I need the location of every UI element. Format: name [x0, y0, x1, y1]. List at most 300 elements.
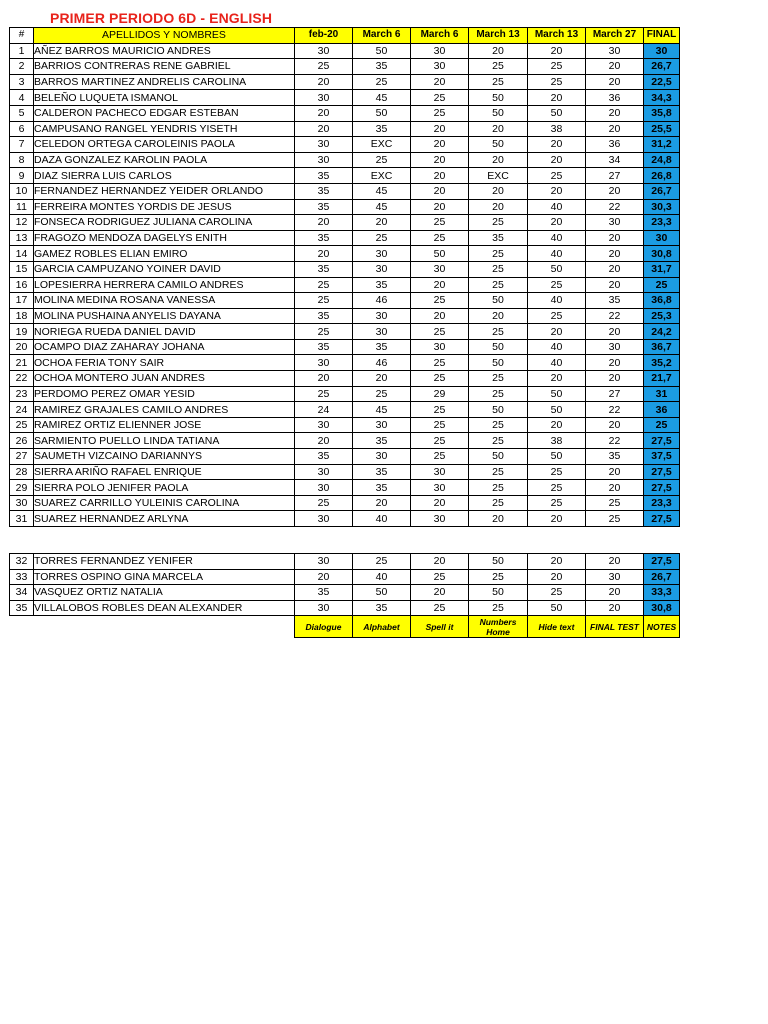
- grade-march-13-a: 50: [469, 355, 528, 371]
- grade-feb-20: 24: [295, 402, 353, 418]
- grade-march-6-b: 30: [411, 261, 469, 277]
- student-row: [10, 339, 680, 355]
- footer-blank: [10, 616, 34, 638]
- student-number: 25: [10, 417, 34, 433]
- grade-feb-20: 30: [295, 43, 353, 59]
- grade-feb-20: 30: [295, 464, 353, 480]
- student-row: [10, 554, 680, 570]
- student-number: 18: [10, 308, 34, 324]
- grade-march-13-a: 25: [469, 433, 528, 449]
- student-name: PERDOMO PEREZ OMAR YESID: [34, 386, 295, 402]
- grade-march-13-a: 50: [469, 105, 528, 121]
- student-row: [10, 183, 680, 199]
- student-row: [10, 495, 680, 511]
- grade-march-13-b: 50: [528, 449, 586, 465]
- header-number: #: [10, 28, 34, 44]
- student-row: [10, 293, 680, 309]
- student-number: 6: [10, 121, 34, 137]
- grade-march-27: 20: [586, 246, 644, 262]
- grade-march-6-a: 25: [353, 554, 411, 570]
- header-march-27: March 27: [586, 28, 644, 44]
- grade-march-27: 20: [586, 74, 644, 90]
- header-row: [10, 28, 680, 44]
- grade-march-27: 20: [586, 585, 644, 601]
- student-name: LOPESIERRA HERRERA CAMILO ANDRES: [34, 277, 295, 293]
- student-name: TORRES OSPINO GINA MARCELA: [34, 569, 295, 585]
- student-name: SUAREZ HERNANDEZ ARLYNA: [34, 511, 295, 527]
- grade-march-27: 22: [586, 199, 644, 215]
- student-name: MOLINA PUSHAINA ANYELIS DAYANA: [34, 308, 295, 324]
- grade-march-13-a: 25: [469, 480, 528, 496]
- grade-feb-20: 35: [295, 449, 353, 465]
- grade-march-13-b: 38: [528, 121, 586, 137]
- grade-march-6-a: 45: [353, 90, 411, 106]
- final-grade: 27,5: [644, 554, 680, 570]
- grade-march-27: 35: [586, 449, 644, 465]
- grade-march-13-a: 20: [469, 183, 528, 199]
- student-name: BARROS MARTINEZ ANDRELIS CAROLINA: [34, 74, 295, 90]
- grade-feb-20: 20: [295, 371, 353, 387]
- grade-feb-20: 25: [295, 386, 353, 402]
- grade-march-6-a: 45: [353, 199, 411, 215]
- grade-march-13-b: 20: [528, 152, 586, 168]
- grade-march-13-a: 50: [469, 137, 528, 153]
- grade-march-13-a: 25: [469, 215, 528, 231]
- footer-spell-it: Spell it: [411, 616, 469, 638]
- grade-march-27: 20: [586, 121, 644, 137]
- grade-feb-20: 20: [295, 246, 353, 262]
- final-grade: 23,3: [644, 495, 680, 511]
- student-number: 22: [10, 371, 34, 387]
- student-number: 11: [10, 199, 34, 215]
- student-name: CAMPUSANO RANGEL YENDRIS YISETH: [34, 121, 295, 137]
- grade-march-13-b: 40: [528, 339, 586, 355]
- grade-march-13-a: 20: [469, 511, 528, 527]
- grade-march-27: 20: [586, 230, 644, 246]
- student-name: RAMIREZ ORTIZ ELIENNER JOSE: [34, 417, 295, 433]
- grade-march-6-a: 40: [353, 569, 411, 585]
- student-number: 28: [10, 464, 34, 480]
- final-grade: 35,2: [644, 355, 680, 371]
- student-number: 27: [10, 449, 34, 465]
- grade-march-27: 30: [586, 43, 644, 59]
- grade-march-13-a: 25: [469, 600, 528, 616]
- grade-march-13-b: 20: [528, 324, 586, 340]
- footer-blank: [34, 616, 295, 638]
- grade-feb-20: 35: [295, 199, 353, 215]
- final-grade: 31: [644, 386, 680, 402]
- student-row: [10, 585, 680, 601]
- grade-march-6-b: 20: [411, 554, 469, 570]
- grade-march-27: 27: [586, 168, 644, 184]
- student-row: [10, 152, 680, 168]
- final-grade: 33,3: [644, 585, 680, 601]
- grade-march-13-b: 25: [528, 585, 586, 601]
- grade-feb-20: 35: [295, 261, 353, 277]
- footer-row: [10, 616, 680, 638]
- grade-march-13-a: 25: [469, 495, 528, 511]
- grade-march-13-a: 25: [469, 417, 528, 433]
- grade-march-13-b: 20: [528, 417, 586, 433]
- final-grade: 27,5: [644, 464, 680, 480]
- student-row: [10, 402, 680, 418]
- student-name: GARCIA CAMPUZANO YOINER DAVID: [34, 261, 295, 277]
- grade-march-6-a: 30: [353, 449, 411, 465]
- grade-march-27: 20: [586, 417, 644, 433]
- student-name: TORRES FERNANDEZ YENIFER: [34, 554, 295, 570]
- grade-feb-20: 25: [295, 59, 353, 75]
- grade-march-13-b: 20: [528, 183, 586, 199]
- grade-march-13-a: 20: [469, 121, 528, 137]
- grade-march-13-b: 25: [528, 464, 586, 480]
- grade-march-13-b: 25: [528, 308, 586, 324]
- student-number: 33: [10, 569, 34, 585]
- grade-march-13-b: 25: [528, 277, 586, 293]
- student-name: OCHOA FERIA TONY SAIR: [34, 355, 295, 371]
- grade-march-6-b: 20: [411, 152, 469, 168]
- student-name: SIERRA ARIÑO RAFAEL ENRIQUE: [34, 464, 295, 480]
- grade-march-6-a: 35: [353, 121, 411, 137]
- header-march-6-b: March 6: [411, 28, 469, 44]
- student-number: 7: [10, 137, 34, 153]
- grade-march-6-b: 30: [411, 339, 469, 355]
- grade-march-13-a: 25: [469, 59, 528, 75]
- grade-march-6-a: 35: [353, 600, 411, 616]
- grade-feb-20: 30: [295, 137, 353, 153]
- student-row: [10, 199, 680, 215]
- grade-march-13-a: 50: [469, 339, 528, 355]
- grade-march-13-a: 20: [469, 43, 528, 59]
- grade-march-6-b: 25: [411, 417, 469, 433]
- grade-feb-20: 30: [295, 90, 353, 106]
- grade-march-6-b: 30: [411, 43, 469, 59]
- grade-march-13-a: 25: [469, 74, 528, 90]
- grade-march-6-b: 20: [411, 585, 469, 601]
- student-name: SUAREZ CARRILLO YULEINIS CAROLINA: [34, 495, 295, 511]
- student-number: 13: [10, 230, 34, 246]
- student-name: DAZA GONZALEZ KAROLIN PAOLA: [34, 152, 295, 168]
- footer-numbers-home: Numbers Home: [469, 616, 528, 638]
- grade-march-6-a: 30: [353, 246, 411, 262]
- grade-feb-20: 35: [295, 168, 353, 184]
- grade-march-27: 20: [586, 277, 644, 293]
- grade-march-27: 20: [586, 183, 644, 199]
- grade-march-13-b: 40: [528, 246, 586, 262]
- grade-march-6-b: 20: [411, 137, 469, 153]
- student-number: 4: [10, 90, 34, 106]
- student-row: [10, 324, 680, 340]
- grade-march-6-a: 46: [353, 355, 411, 371]
- student-row: [10, 417, 680, 433]
- student-number: 30: [10, 495, 34, 511]
- student-row: [10, 355, 680, 371]
- header-feb-20: feb-20: [295, 28, 353, 44]
- grade-march-6-b: 20: [411, 308, 469, 324]
- student-row: [10, 168, 680, 184]
- final-grade: 36,8: [644, 293, 680, 309]
- final-grade: 25: [644, 417, 680, 433]
- student-row: [10, 137, 680, 153]
- grade-feb-20: 25: [295, 277, 353, 293]
- header-march-13-b: March 13: [528, 28, 586, 44]
- grade-feb-20: 30: [295, 554, 353, 570]
- grade-march-6-a: 30: [353, 261, 411, 277]
- final-grade: 34,3: [644, 90, 680, 106]
- grade-march-13-b: 38: [528, 433, 586, 449]
- grade-march-27: 34: [586, 152, 644, 168]
- grade-march-13-b: 25: [528, 168, 586, 184]
- grade-march-6-a: 30: [353, 308, 411, 324]
- footer-alphabet: Alphabet: [353, 616, 411, 638]
- final-grade: 23,3: [644, 215, 680, 231]
- student-row: [10, 230, 680, 246]
- grade-march-13-b: 20: [528, 90, 586, 106]
- grade-march-13-b: 20: [528, 554, 586, 570]
- final-grade: 27,5: [644, 480, 680, 496]
- student-name: GAMEZ ROBLES ELIAN EMIRO: [34, 246, 295, 262]
- grade-march-13-b: 25: [528, 74, 586, 90]
- student-number: 5: [10, 105, 34, 121]
- grade-march-27: 20: [586, 600, 644, 616]
- grade-march-6-b: 20: [411, 74, 469, 90]
- grade-march-13-a: 25: [469, 464, 528, 480]
- grade-march-6-a: 25: [353, 74, 411, 90]
- student-name: MOLINA MEDINA ROSANA VANESSA: [34, 293, 295, 309]
- grade-march-6-b: 25: [411, 402, 469, 418]
- grade-march-6-b: 30: [411, 464, 469, 480]
- grade-feb-20: 25: [295, 495, 353, 511]
- grade-march-6-a: 46: [353, 293, 411, 309]
- grade-march-6-a: 40: [353, 511, 411, 527]
- final-grade: 26,7: [644, 183, 680, 199]
- grade-march-6-b: 25: [411, 449, 469, 465]
- student-name: CALDERON PACHECO EDGAR ESTEBAN: [34, 105, 295, 121]
- grade-march-6-b: 50: [411, 246, 469, 262]
- grade-march-27: 25: [586, 495, 644, 511]
- grade-feb-20: 30: [295, 355, 353, 371]
- grade-feb-20: 20: [295, 215, 353, 231]
- grade-march-27: 30: [586, 215, 644, 231]
- student-number: 12: [10, 215, 34, 231]
- final-grade: 36: [644, 402, 680, 418]
- grade-march-27: 27: [586, 386, 644, 402]
- grade-feb-20: 25: [295, 324, 353, 340]
- final-grade: 24,2: [644, 324, 680, 340]
- grade-march-6-b: 20: [411, 168, 469, 184]
- grade-feb-20: 30: [295, 600, 353, 616]
- grade-march-6-b: 25: [411, 600, 469, 616]
- final-grade: 26,7: [644, 59, 680, 75]
- student-name: DIAZ SIERRA LUIS CARLOS: [34, 168, 295, 184]
- grade-march-13-a: 25: [469, 246, 528, 262]
- grade-march-27: 20: [586, 464, 644, 480]
- grade-march-13-a: 25: [469, 324, 528, 340]
- final-grade: 26,7: [644, 569, 680, 585]
- grade-march-6-b: 20: [411, 183, 469, 199]
- grade-march-6-a: 35: [353, 433, 411, 449]
- grade-march-13-b: 50: [528, 402, 586, 418]
- grade-march-6-a: 30: [353, 417, 411, 433]
- grade-march-6-b: 25: [411, 371, 469, 387]
- final-grade: 26,8: [644, 168, 680, 184]
- grade-march-13-a: 20: [469, 199, 528, 215]
- student-name: RAMIREZ GRAJALES CAMILO ANDRES: [34, 402, 295, 418]
- grade-march-13-b: 20: [528, 215, 586, 231]
- student-name: BELEÑO LUQUETA ISMANOL: [34, 90, 295, 106]
- student-row: [10, 386, 680, 402]
- grade-feb-20: 35: [295, 585, 353, 601]
- grade-march-27: 20: [586, 371, 644, 387]
- footer-dialogue: Dialogue: [295, 616, 353, 638]
- grade-march-6-b: 30: [411, 511, 469, 527]
- student-row: [10, 511, 680, 527]
- student-row: [10, 569, 680, 585]
- student-row: [10, 215, 680, 231]
- grade-march-13-b: 20: [528, 511, 586, 527]
- grade-march-6-b: 25: [411, 230, 469, 246]
- student-name: FERNANDEZ HERNANDEZ YEIDER ORLANDO: [34, 183, 295, 199]
- student-number: 1: [10, 43, 34, 59]
- grade-march-6-b: 25: [411, 293, 469, 309]
- student-row: [10, 480, 680, 496]
- student-name: FERREIRA MONTES YORDIS DE JESUS: [34, 199, 295, 215]
- grade-march-6-a: EXC: [353, 137, 411, 153]
- student-row: [10, 464, 680, 480]
- footer-notes: NOTES: [644, 616, 680, 638]
- student-name: FRAGOZO MENDOZA DAGELYS ENITH: [34, 230, 295, 246]
- final-grade: 31,7: [644, 261, 680, 277]
- header-march-6-a: March 6: [353, 28, 411, 44]
- grade-march-13-b: 25: [528, 495, 586, 511]
- student-number: 31: [10, 511, 34, 527]
- grade-march-27: 35: [586, 293, 644, 309]
- student-number: 32: [10, 554, 34, 570]
- final-grade: 31,2: [644, 137, 680, 153]
- grade-march-13-a: 35: [469, 230, 528, 246]
- student-number: 24: [10, 402, 34, 418]
- student-row: [10, 277, 680, 293]
- grade-march-6-a: 20: [353, 371, 411, 387]
- grade-march-6-b: 29: [411, 386, 469, 402]
- grade-march-6-b: 25: [411, 433, 469, 449]
- grade-march-6-b: 25: [411, 215, 469, 231]
- grade-march-27: 20: [586, 480, 644, 496]
- grade-march-6-b: 20: [411, 199, 469, 215]
- grade-march-13-a: 25: [469, 569, 528, 585]
- student-row: [10, 59, 680, 75]
- final-grade: 22,5: [644, 74, 680, 90]
- student-number: 34: [10, 585, 34, 601]
- grade-march-6-b: 25: [411, 90, 469, 106]
- grade-march-27: 20: [586, 59, 644, 75]
- grade-feb-20: 30: [295, 417, 353, 433]
- grade-march-6-a: 25: [353, 386, 411, 402]
- grade-feb-20: 20: [295, 121, 353, 137]
- grade-march-13-a: 50: [469, 554, 528, 570]
- student-name: OCHOA MONTERO JUAN ANDRES: [34, 371, 295, 387]
- header-names: APELLIDOS Y NOMBRES: [34, 28, 295, 44]
- student-name: BARRIOS CONTRERAS RENE GABRIEL: [34, 59, 295, 75]
- student-name: CELEDON ORTEGA CAROLEINIS PAOLA: [34, 137, 295, 153]
- grade-march-13-a: 50: [469, 90, 528, 106]
- grade-feb-20: 30: [295, 480, 353, 496]
- student-row: [10, 105, 680, 121]
- grade-march-13-a: 25: [469, 371, 528, 387]
- grade-march-13-a: 50: [469, 293, 528, 309]
- grade-march-6-b: 30: [411, 480, 469, 496]
- grade-march-13-b: 50: [528, 386, 586, 402]
- grade-march-6-a: EXC: [353, 168, 411, 184]
- student-number: 15: [10, 261, 34, 277]
- final-grade: 37,5: [644, 449, 680, 465]
- final-grade: 27,5: [644, 511, 680, 527]
- student-number: 17: [10, 293, 34, 309]
- student-row: [10, 90, 680, 106]
- student-name: VILLALOBOS ROBLES DEAN ALEXANDER: [34, 600, 295, 616]
- student-row: [10, 308, 680, 324]
- grade-march-6-b: 25: [411, 569, 469, 585]
- final-grade: 30: [644, 230, 680, 246]
- grade-feb-20: 20: [295, 433, 353, 449]
- grade-feb-20: 35: [295, 230, 353, 246]
- grade-march-6-b: 20: [411, 277, 469, 293]
- grade-march-6-b: 30: [411, 59, 469, 75]
- grade-march-6-b: 25: [411, 355, 469, 371]
- grade-march-27: 30: [586, 569, 644, 585]
- grade-march-27: 22: [586, 433, 644, 449]
- grade-march-6-a: 35: [353, 339, 411, 355]
- grade-march-13-b: 20: [528, 137, 586, 153]
- grade-march-6-a: 35: [353, 59, 411, 75]
- student-row: [10, 246, 680, 262]
- student-name: FONSECA RODRIGUEZ JULIANA CAROLINA: [34, 215, 295, 231]
- grade-feb-20: 25: [295, 293, 353, 309]
- sheet-title: PRIMER PERIODO 6D - ENGLISH: [50, 10, 273, 26]
- final-grade: 25,5: [644, 121, 680, 137]
- student-name: SIERRA POLO JENIFER PAOLA: [34, 480, 295, 496]
- final-grade: 25,3: [644, 308, 680, 324]
- final-grade: 30,8: [644, 246, 680, 262]
- grade-march-13-b: 40: [528, 199, 586, 215]
- student-number: 29: [10, 480, 34, 496]
- student-row: [10, 121, 680, 137]
- footer-hide-text: Hide text: [528, 616, 586, 638]
- grade-march-6-a: 50: [353, 43, 411, 59]
- grade-march-6-a: 50: [353, 105, 411, 121]
- grade-march-13-a: 20: [469, 308, 528, 324]
- grade-march-13-a: 25: [469, 386, 528, 402]
- student-row: [10, 600, 680, 616]
- grade-march-6-a: 45: [353, 402, 411, 418]
- grade-march-6-a: 45: [353, 183, 411, 199]
- final-grade: 25: [644, 277, 680, 293]
- grade-feb-20: 20: [295, 105, 353, 121]
- student-number: 20: [10, 339, 34, 355]
- student-name: SAUMETH VIZCAINO DARIANNYS: [34, 449, 295, 465]
- grade-march-6-a: 25: [353, 230, 411, 246]
- grade-feb-20: 20: [295, 74, 353, 90]
- student-row: [10, 371, 680, 387]
- student-number: 35: [10, 600, 34, 616]
- grade-march-27: 20: [586, 554, 644, 570]
- grade-march-27: 20: [586, 261, 644, 277]
- grade-march-13-b: 40: [528, 230, 586, 246]
- grade-feb-20: 35: [295, 339, 353, 355]
- footer-final-test: FINAL TEST: [586, 616, 644, 638]
- final-grade: 30: [644, 43, 680, 59]
- student-number: 10: [10, 183, 34, 199]
- grade-march-13-b: 40: [528, 293, 586, 309]
